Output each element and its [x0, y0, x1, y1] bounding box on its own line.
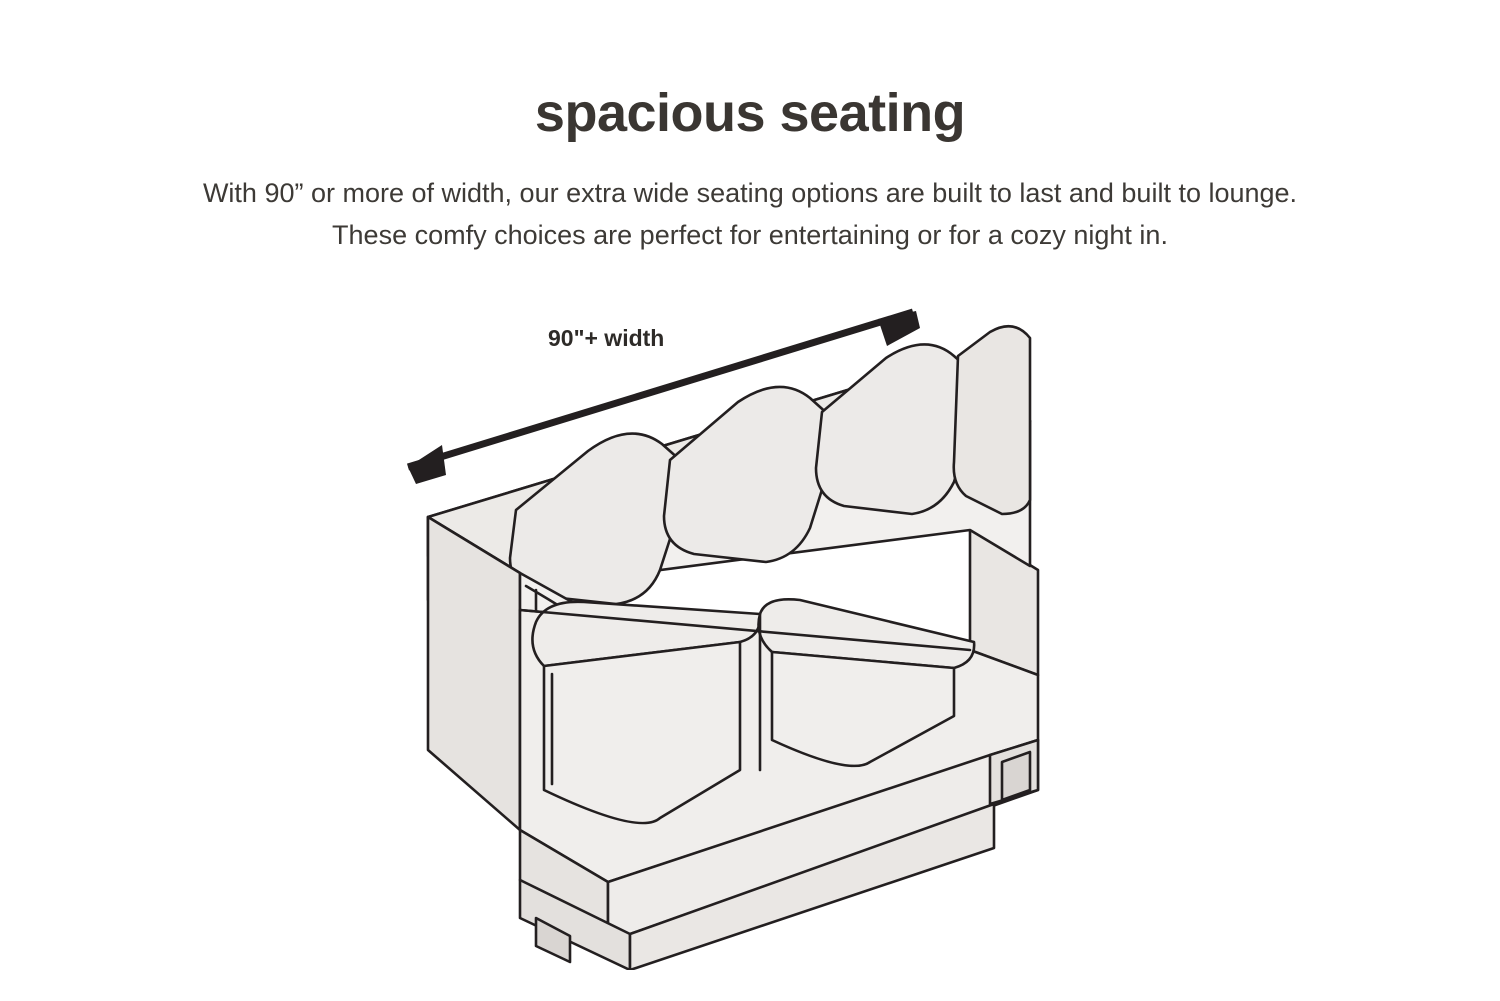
sofa-foot-right [1002, 752, 1030, 800]
back-cushion-right [954, 326, 1030, 514]
sofa-body [428, 326, 1038, 970]
sofa-left-arm-outer [428, 517, 520, 830]
back-cushion-left [510, 434, 688, 604]
sofa-line-drawing-svg [330, 270, 1170, 970]
description-line-2: These comfy choices are perfect for entertaining or for a cozy night in. [332, 220, 1168, 250]
description-line-1: With 90” or more of width, our extra wide seating options are built to last and built to lounge. [202, 178, 1298, 208]
dimension-label: 90"+ width [548, 325, 665, 351]
sofa-illustration [330, 270, 1170, 970]
page-title: spacious seating [534, 83, 966, 143]
description-text [130, 172, 1370, 256]
